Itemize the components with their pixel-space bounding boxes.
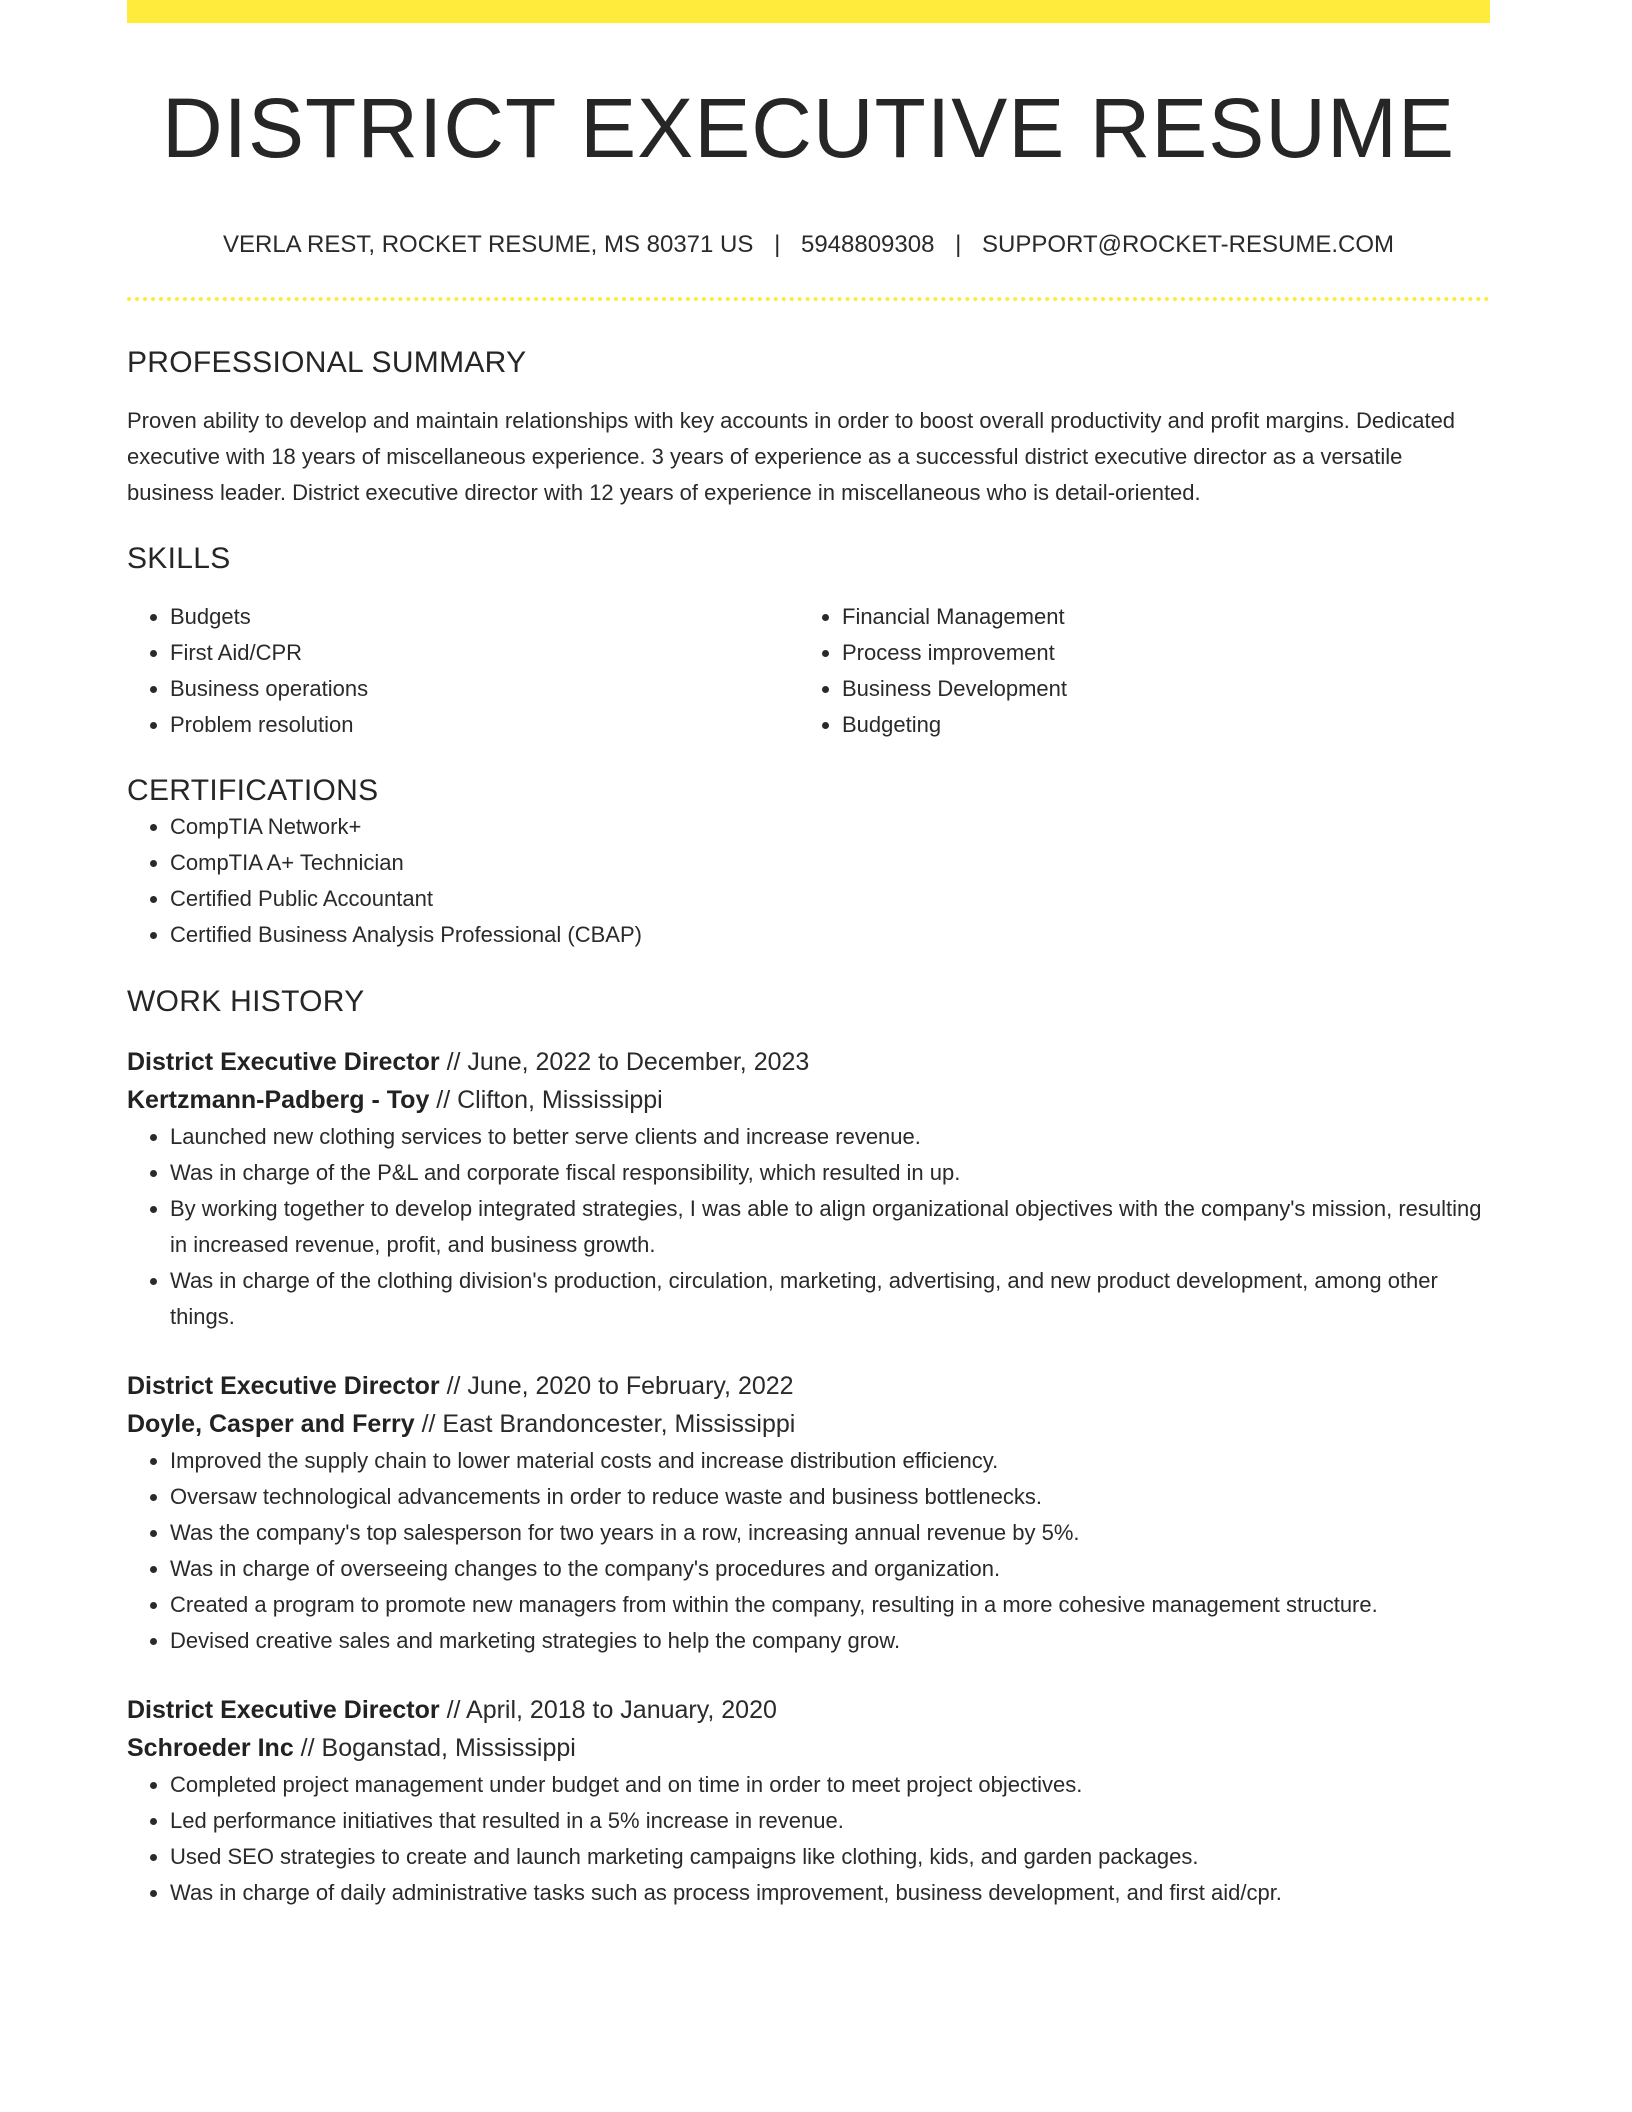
contact-address: VERLA REST, ROCKET RESUME, MS 80371 US: [222, 231, 754, 258]
job-title-line: [127, 1367, 1490, 1405]
job-title-line: [127, 1691, 1490, 1729]
certification-item: • Certified Public Accountant: [170, 881, 1490, 917]
skills-column-left: [127, 599, 799, 743]
job-title: District Executive Director: [127, 1696, 440, 1724]
certifications-heading: CERTIFICATIONS: [127, 774, 379, 807]
job-bullet: • Led performance initiatives that resulted in a 5% increase in revenue.: [170, 1803, 1490, 1839]
job-bullet: • Improved the supply chain to lower material costs and increase distribution efficiency.: [170, 1443, 1490, 1479]
skills-list-right: [799, 599, 1471, 743]
skills-column-right: [799, 599, 1471, 743]
skills-grid: [127, 599, 1490, 743]
job-dates: // June, 2020 to February, 2022: [439, 1372, 794, 1400]
job-bullet: • Oversaw technological advancements in order to reduce waste and business bottlenecks.: [170, 1479, 1490, 1515]
skill-item: • Financial Management: [842, 599, 1471, 635]
job-location: // Boganstad, Mississippi: [293, 1734, 576, 1762]
job-bullet: • Launched new clothing services to better serve clients and increase revenue.: [170, 1119, 1490, 1155]
job-company-line: [127, 1729, 1490, 1767]
job-location: // Clifton, Mississippi: [429, 1086, 663, 1114]
certifications-list: [127, 809, 1490, 953]
certification-item: • Certified Business Analysis Professional (CBAP): [170, 917, 1490, 953]
skill-item: • First Aid/CPR: [170, 635, 799, 671]
skills-heading: SKILLS: [127, 542, 231, 575]
job-bullet: • By working together to develop integrated strategies, I was able to align organizational objectives with the company's mission, resulting in increased revenue, profit, and business growth.: [170, 1191, 1490, 1263]
job-location: // East Brandoncester, Mississippi: [414, 1410, 796, 1438]
summary-text: Proven ability to develop and maintain relationships with key accounts in order to boost overall productivity and profit margins. Dedicated executive with 18 years of miscellaneous experience. 3 years of experience as a successful district executive director as a versatile business leader. District executive director with 12 years of experience in miscellaneous who is detail-oriented.: [127, 408, 1456, 505]
certification-item: • CompTIA A+ Technician: [170, 845, 1490, 881]
job-bullet: • Was the company's top salesperson for two years in a row, increasing annual revenue by 5%.: [170, 1515, 1490, 1551]
contact-separator: |: [955, 231, 962, 258]
job-bullet: • Completed project management under budget and on time in order to meet project objectives.: [170, 1767, 1490, 1803]
job-bullets: [127, 1119, 1490, 1335]
job-company-line: [127, 1405, 1490, 1443]
job-bullet: • Was in charge of daily administrative tasks such as process improvement, business development, and first aid/cpr.: [170, 1875, 1490, 1911]
job-dates: // April, 2018 to January, 2020: [439, 1696, 777, 1724]
skill-item: • Budgeting: [842, 707, 1471, 743]
job-dates: // June, 2022 to December, 2023: [439, 1048, 810, 1076]
job-company-line: [127, 1081, 1490, 1119]
job-bullets: [127, 1443, 1490, 1659]
job-bullet: • Was in charge of the P&L and corporate fiscal responsibility, which resulted in up.: [170, 1155, 1490, 1191]
skill-item: • Process improvement: [842, 635, 1471, 671]
skill-item: • Problem resolution: [170, 707, 799, 743]
job-title: District Executive Director: [127, 1372, 440, 1400]
job-bullet: • Used SEO strategies to create and launch marketing campaigns like clothing, kids, and garden packages.: [170, 1839, 1490, 1875]
skill-item: • Budgets: [170, 599, 799, 635]
resume-content: [127, 0, 1490, 1911]
job-title-line: [127, 1043, 1490, 1081]
skills-list-left: [127, 599, 799, 743]
summary-heading: PROFESSIONAL SUMMARY: [127, 346, 527, 379]
job-company: Schroeder Inc: [127, 1734, 294, 1762]
job-entry: [127, 1691, 1490, 1911]
job-entry: [127, 1367, 1490, 1659]
contact-line: [127, 230, 1490, 260]
job-entry: [127, 1043, 1490, 1335]
job-company: Kertzmann-Padberg - Toy: [127, 1086, 430, 1114]
skill-item: • Business operations: [170, 671, 799, 707]
work-history-heading: WORK HISTORY: [127, 985, 365, 1018]
job-bullet: • Devised creative sales and marketing strategies to help the company grow.: [170, 1623, 1490, 1659]
contact-separator: |: [774, 231, 781, 258]
skill-item: • Business Development: [842, 671, 1471, 707]
certification-item: • CompTIA Network+: [170, 809, 1490, 845]
job-company: Doyle, Casper and Ferry: [127, 1410, 415, 1438]
resume-title: DISTRICT EXECUTIVE RESUME: [162, 81, 1455, 175]
dotted-divider: [127, 297, 1490, 301]
job-title: District Executive Director: [127, 1048, 440, 1076]
job-bullet: • Created a program to promote new managers from within the company, resulting in a more cohesive management structure.: [170, 1587, 1490, 1623]
contact-phone: 5948809308: [800, 231, 935, 258]
contact-email: SUPPORT@ROCKET-RESUME.COM: [982, 231, 1394, 258]
job-bullet: • Was in charge of overseeing changes to the company's procedures and organization.: [170, 1551, 1490, 1587]
job-bullets: [127, 1767, 1490, 1911]
job-bullet: • Was in charge of the clothing division's production, circulation, marketing, advertising, and new product development, among other things.: [170, 1263, 1490, 1335]
